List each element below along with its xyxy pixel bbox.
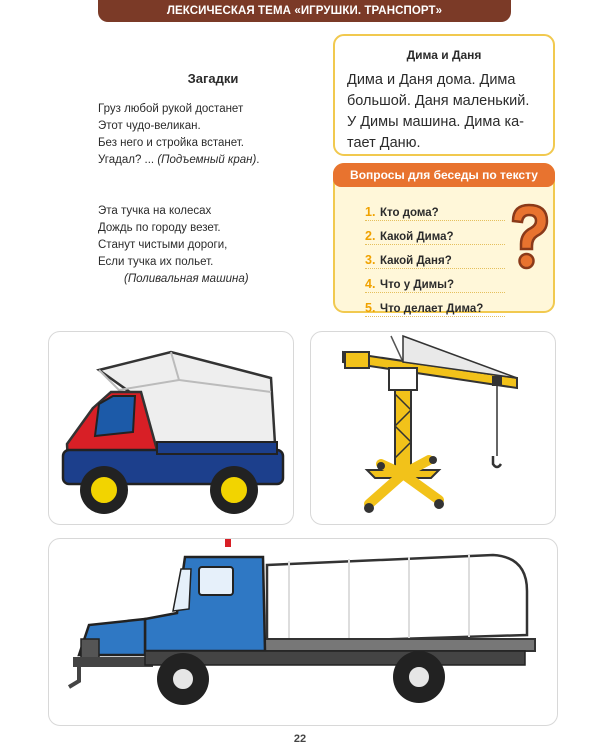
crane-panel [310, 331, 556, 525]
dump-truck-panel [48, 331, 294, 525]
story-text [335, 62, 553, 154]
topic-banner [98, 0, 511, 22]
dump-truck-toy-icon [49, 332, 293, 524]
riddle2-line: Эта тучка на колесах [98, 205, 212, 217]
question-number: 4. [365, 277, 376, 291]
story-line: тает Даню. [347, 135, 421, 151]
questions-card [333, 163, 555, 313]
riddle1-answer: (Подъемный кран) [157, 154, 257, 166]
riddle1-line: Этот чудо-великан. [98, 120, 201, 132]
riddle2-answer-line [98, 271, 318, 288]
topic-title: ЛЕКСИЧЕСКАЯ ТЕМА «ИГРУШКИ. ТРАНСПОРТ» [166, 5, 443, 17]
story-title: Дима и Даня [406, 48, 482, 62]
riddle1-line: Без него и стройка встанет. [98, 137, 244, 149]
watering-truck-panel [48, 538, 558, 726]
riddles-section [98, 70, 318, 288]
question-item [365, 221, 505, 245]
riddle2-line: Дождь по городу везет. [98, 222, 221, 234]
riddle2-line: Станут чистыми дороги, [98, 239, 228, 251]
question-number: 3. [365, 253, 376, 267]
question-item [365, 269, 505, 293]
question-text: Что делает Дима? [380, 303, 484, 315]
tower-crane-icon [311, 332, 555, 524]
watering-truck-icon [49, 539, 557, 725]
question-number: 1. [365, 205, 376, 219]
question-number: 5. [365, 301, 376, 315]
story-line: У Димы машина. Дима ка- [347, 114, 525, 130]
riddles-title: Загадки [187, 71, 239, 86]
story-line: большой. Даня маленький. [347, 93, 530, 109]
riddle1-period: . [256, 154, 260, 166]
questions-header: Вопросы для беседы по тексту [333, 163, 555, 187]
riddle2-answer: (Поливальная машина) [124, 273, 249, 285]
story-line: Дима и Даня дома. Дима [347, 72, 516, 88]
question-text: Что у Димы? [380, 279, 454, 291]
question-text: Какой Даня? [380, 255, 452, 267]
story-card [333, 34, 555, 156]
riddle1-question: Угадал? ... [98, 154, 158, 166]
riddle1-last-line [98, 152, 318, 169]
question-item [365, 293, 505, 317]
question-item [365, 245, 505, 269]
riddle1-line: Груз любой рукой достанет [98, 103, 244, 115]
question-number: 2. [365, 229, 376, 243]
question-mark-icon [501, 201, 557, 273]
questions-list [365, 197, 505, 317]
question-text: Какой Дима? [380, 231, 454, 243]
question-text: Кто дома? [380, 207, 439, 219]
riddle2-line: Если тучка их польет. [98, 256, 214, 268]
question-item [365, 197, 505, 221]
page-number: 22 [293, 733, 307, 745]
